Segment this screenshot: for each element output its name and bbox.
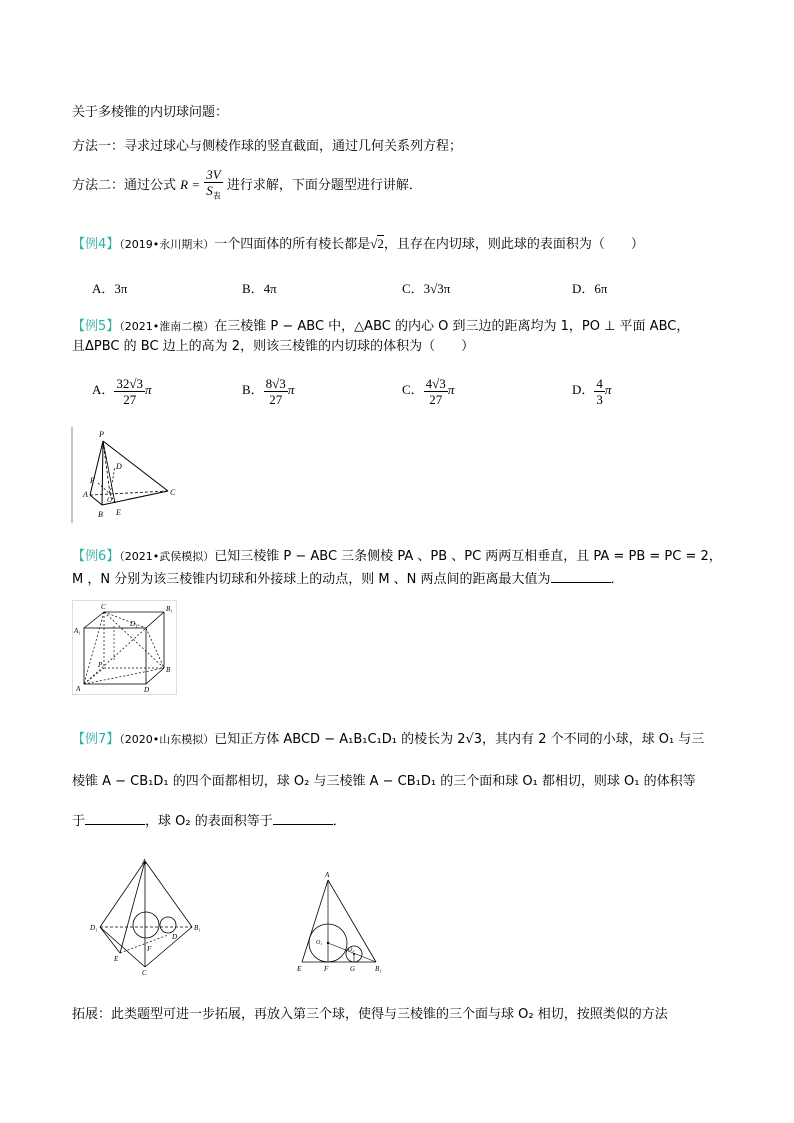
option-numerator: 32√3: [116, 375, 144, 391]
method-two: [72, 165, 422, 205]
example6-line1: [72, 545, 722, 564]
example4-stem: [72, 233, 644, 252]
example4-text-b: ，且存在内切球，则此球的表面积为（ ）: [383, 237, 644, 252]
label-e: E: [297, 965, 302, 973]
sqrt-sign: √: [370, 236, 378, 251]
label-c: C: [101, 603, 106, 611]
option-numerator: 4: [596, 375, 603, 391]
example7-line1: [72, 728, 704, 747]
option-label: A．: [92, 382, 115, 397]
label-d1: D₁: [130, 620, 138, 628]
option-label: D．: [572, 281, 595, 296]
option-label: D．: [572, 382, 595, 397]
example7-source: （2020•山东模拟）: [119, 733, 215, 746]
label-p: P: [99, 430, 104, 439]
example7-tag: 【例7】: [72, 732, 120, 747]
edge-ab: [90, 495, 102, 505]
formula-fraction: [204, 167, 222, 204]
formula-lhs: R =: [180, 177, 201, 192]
option-label: A．: [92, 281, 115, 296]
option-suffix: π: [604, 382, 612, 397]
label-g: G: [350, 965, 356, 973]
segment-fo: [98, 483, 110, 494]
height-po: [103, 441, 110, 494]
example5-line1: [72, 315, 689, 334]
option-value: 3√3π: [423, 281, 451, 296]
label-b: B: [98, 510, 103, 519]
side-a-e: [302, 880, 328, 962]
sphere-o2: [160, 917, 176, 933]
example4-tag: 【例4】: [72, 237, 120, 252]
option-denominator: 27: [429, 391, 443, 407]
example6-line-end: ．: [610, 572, 624, 587]
example6-source: （2021•武侯模拟）: [119, 550, 215, 563]
pyramid-edge: [84, 612, 104, 684]
label-d: D: [144, 686, 150, 694]
option-numerator: 8√3: [265, 375, 286, 391]
example6-line2: [72, 568, 624, 587]
cube-edge: [146, 668, 164, 684]
cube-edge: [146, 612, 164, 628]
example6-cube-figure: [72, 600, 177, 695]
option-suffix: π: [287, 382, 295, 397]
example7-text-3a: 于: [72, 814, 86, 829]
label-o: O: [107, 496, 113, 504]
edge-a-e: [120, 861, 145, 953]
example7-answer-blank-2[interactable]: [273, 812, 333, 825]
example6-text-2: M ，N 分别为该三棱锥内切球和外接球上的动点，则 M 、N 两点间的距离最大值为: [72, 572, 551, 587]
formula-denominator: S: [206, 183, 213, 199]
example7-section-figure: [292, 870, 392, 975]
example5-line2: 且ΔPBC 的 BC 边上的高为 2，则该三棱锥的内切球的体积为（ ）: [72, 339, 475, 354]
option-label: B．: [242, 382, 264, 397]
edge-a-d1: [100, 861, 145, 927]
label-a: A: [76, 685, 81, 693]
label-b1: B₁: [194, 924, 201, 932]
label-b1: B₁: [166, 605, 173, 613]
pyramid-edge: [84, 668, 164, 684]
edge-pb: [102, 441, 103, 505]
cube-hidden-edge: [84, 668, 104, 684]
option-value: 6π: [594, 281, 608, 296]
label-a: A: [83, 490, 88, 499]
point-o2: [353, 953, 355, 955]
option-value: 3π: [114, 281, 128, 296]
example5-tag: 【例5】: [72, 319, 120, 334]
point-o1: [327, 942, 329, 944]
edge-d1-c: [100, 927, 145, 967]
option-label: B．: [242, 281, 264, 296]
intro-title: 关于多棱锥的内切球问题：: [72, 105, 229, 120]
option-suffix: π: [447, 382, 455, 397]
option-label: C．: [402, 281, 424, 296]
label-a1: A₁: [74, 627, 81, 635]
example5-pyramid-figure: [70, 425, 190, 525]
label-o1: O₁: [316, 940, 323, 946]
label-c: C: [142, 969, 147, 975]
edge-pa: [90, 441, 103, 495]
method-one: 方法一：寻求过球心与侧棱作球的竖直截面，通过几何关系列方程；: [72, 139, 463, 154]
example5-option-d: [572, 370, 611, 410]
example6-tag: 【例6】: [72, 549, 120, 564]
example5-source: （2021•淮南二模）: [119, 320, 215, 333]
label-d: D: [116, 462, 122, 471]
formula-numerator: 3V: [206, 167, 221, 183]
label-d1: D₁: [90, 924, 98, 932]
example7-line2: 棱锥 A − CB₁D₁ 的四个面都相切，球 O₂ 与三棱锥 A − CB₁D₁ 的三个面和球 O₁ 都相切，则球 O₁ 的体积等: [72, 774, 696, 789]
option-value: 4π: [263, 281, 277, 296]
label-e: E: [116, 508, 121, 517]
edge-d1-e: [100, 927, 120, 953]
option-denominator: 27: [269, 391, 283, 407]
example7-answer-blank-1[interactable]: [85, 812, 145, 825]
label-d: D: [172, 933, 178, 941]
example7-tetrahedron-figure: [90, 855, 205, 975]
example4-text-a: 一个四面体的所有棱长都是: [214, 237, 371, 252]
cube-edge: [84, 612, 104, 628]
extension-text: 拓展：此类题型可进一步拓展，再放入第三个球，使得与三棱锥的三个面与球 O₂ 相切，按照类似的方法: [72, 1007, 668, 1022]
pyramid-edge: [104, 612, 146, 628]
segment-pe: [103, 441, 115, 503]
example6-text-1: 已知三棱锥 P − ABC 三条侧棱 PA 、PB 、PC 两两互相垂直，且 PA = PB = PC = 2，: [214, 549, 722, 564]
example5-text-1: 在三棱锥 P − ABC 中，△ABC 的内心 O 到三边的距离均为 1，PO ⊥ 平面 ABC，: [214, 319, 690, 334]
method-two-prefix: 方法二：通过公式: [72, 178, 177, 193]
option-denominator: 27: [123, 391, 137, 407]
example7-text-3b: ，球 O₂ 的表面积等于: [145, 814, 273, 829]
example4-option-d: [572, 278, 607, 297]
label-f: F: [147, 945, 152, 953]
example4-option-a: [92, 278, 127, 297]
label-c: C: [170, 488, 176, 497]
example7-line3: [72, 810, 346, 829]
label-o2: O₂: [348, 947, 355, 953]
formula-denominator-sub: 表: [212, 191, 221, 201]
label-p: P: [98, 661, 103, 669]
option-label: C．: [402, 382, 424, 397]
edge-pc: [103, 441, 168, 491]
example7-text-1: 已知正方体 ABCD − A₁B₁C₁D₁ 的棱长为 2√3，其内有 2 个不同的小球，球 O₁ 与三: [214, 732, 705, 747]
label-e: E: [114, 955, 119, 963]
example4-option-b: [242, 278, 277, 297]
pyramid-edge: [84, 628, 146, 684]
sphere-o1: [133, 912, 159, 938]
option-numerator: 4√3: [425, 375, 446, 391]
example6-answer-blank[interactable]: [551, 570, 611, 583]
label-b1: B₁: [375, 965, 382, 973]
example5-option-b: [242, 370, 294, 410]
label-a: A: [142, 858, 147, 866]
example5-option-a: [92, 370, 152, 410]
example5-option-c: [402, 370, 454, 410]
option-suffix: π: [145, 382, 152, 397]
label-f: F: [324, 965, 329, 973]
label-b: B: [166, 666, 171, 674]
option-denominator: 3: [596, 391, 603, 407]
example4-option-c: [402, 278, 450, 297]
example4-sqrt-value: 2: [377, 236, 384, 251]
label-f: F: [90, 476, 95, 485]
example4-source: （2019•永川期末）: [119, 238, 215, 251]
example7-line-end: ．: [332, 814, 346, 829]
label-a: A: [325, 871, 330, 879]
method-two-suffix: 进行求解，下面分题型进行讲解．: [226, 178, 422, 193]
pyramid-edge: [146, 628, 164, 668]
